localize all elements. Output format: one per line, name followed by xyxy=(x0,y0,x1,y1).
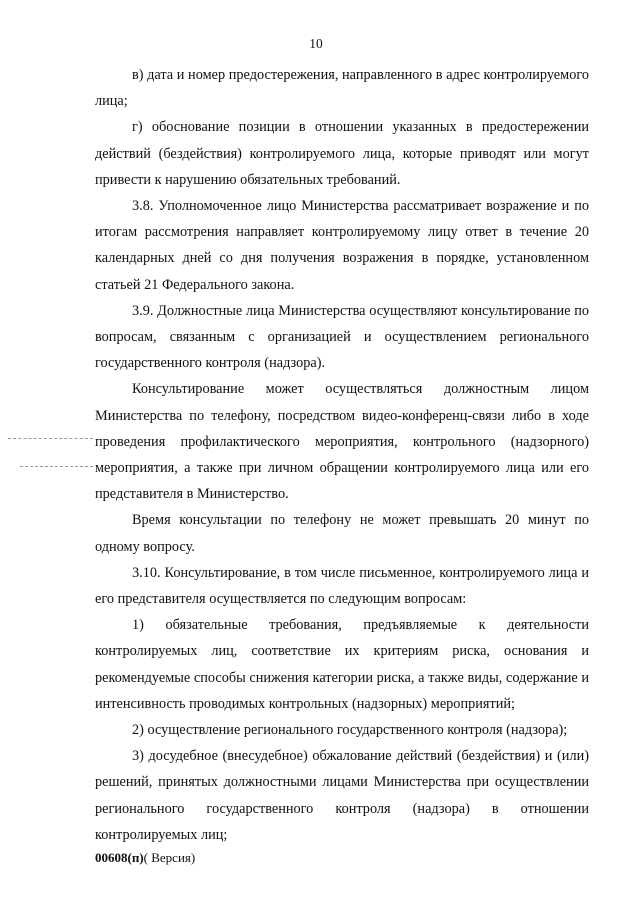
list-item-1: 1) обязательные требования, предъявляемые к деятельности контролируемых лиц, соответствие их критериям риска, основания и рекомендуемые способы снижения категории риска, а также виды, содержание и интенсивность проводимых контрольных (надзорных) мероприятий; xyxy=(95,617,589,712)
document-code: 00608(п) xyxy=(95,850,144,865)
margin-mark xyxy=(8,438,93,440)
list-item-3: 3) досудебное (внесудебное) обжалование действий (бездействия) и (или) решений, принятых должностными лицами Министерства при осуществлении регионального государственного контроля (надзора) в отношении контролируемых лиц; xyxy=(95,748,589,843)
margin-mark xyxy=(20,466,93,468)
paragraph-item-v: в) дата и номер предостережения, направленного в адрес контролируемого лица; xyxy=(95,67,589,110)
paragraph-item-g: г) обоснование позиции в отношении указанных в предостережении действий (бездействия) контролируемого лица, которые приводят или могут привести к нарушению обязательных требований. xyxy=(95,119,589,188)
paragraph-consulting: Консультирование может осуществляться должностным лицом Министерства по телефону, посредством видео-конференц-связи либо в ходе проведения профилактического мероприятия, контрольного (надзорного) мероприятия, а также при личном обращении контролируемого лица или его представителя в Министерство. xyxy=(95,381,589,503)
paragraph-3-8: 3.8. Уполномоченное лицо Министерства рассматривает возражение и по итогам рассмотрения направляет контролируемому лицу ответ в течение 20 календарных дней со дня получения возражения в порядке, установленном статьей 21 Федерального закона. xyxy=(95,198,589,293)
document-body xyxy=(95,62,589,848)
list-item-2: 2) осуществление регионального государственного контроля (надзора); xyxy=(132,722,568,739)
document-footer xyxy=(95,850,195,866)
paragraph-3-9: 3.9. Должностные лица Министерства осуществляют консультирование по вопросам, связанным с организацией и осуществлением регионального государственного контроля (надзора). xyxy=(95,302,589,372)
page-number: 10 xyxy=(309,36,323,51)
paragraph-3-10: 3.10. Консультирование, в том числе письменное, контролируемого лица и его представителя осуществляется по следующим вопросам: xyxy=(95,564,589,608)
paragraph-consultation-time: Время консультации по телефону не может превышать 20 минут по одному вопросу. xyxy=(95,512,589,555)
document-version: ( Версия) xyxy=(143,850,196,865)
